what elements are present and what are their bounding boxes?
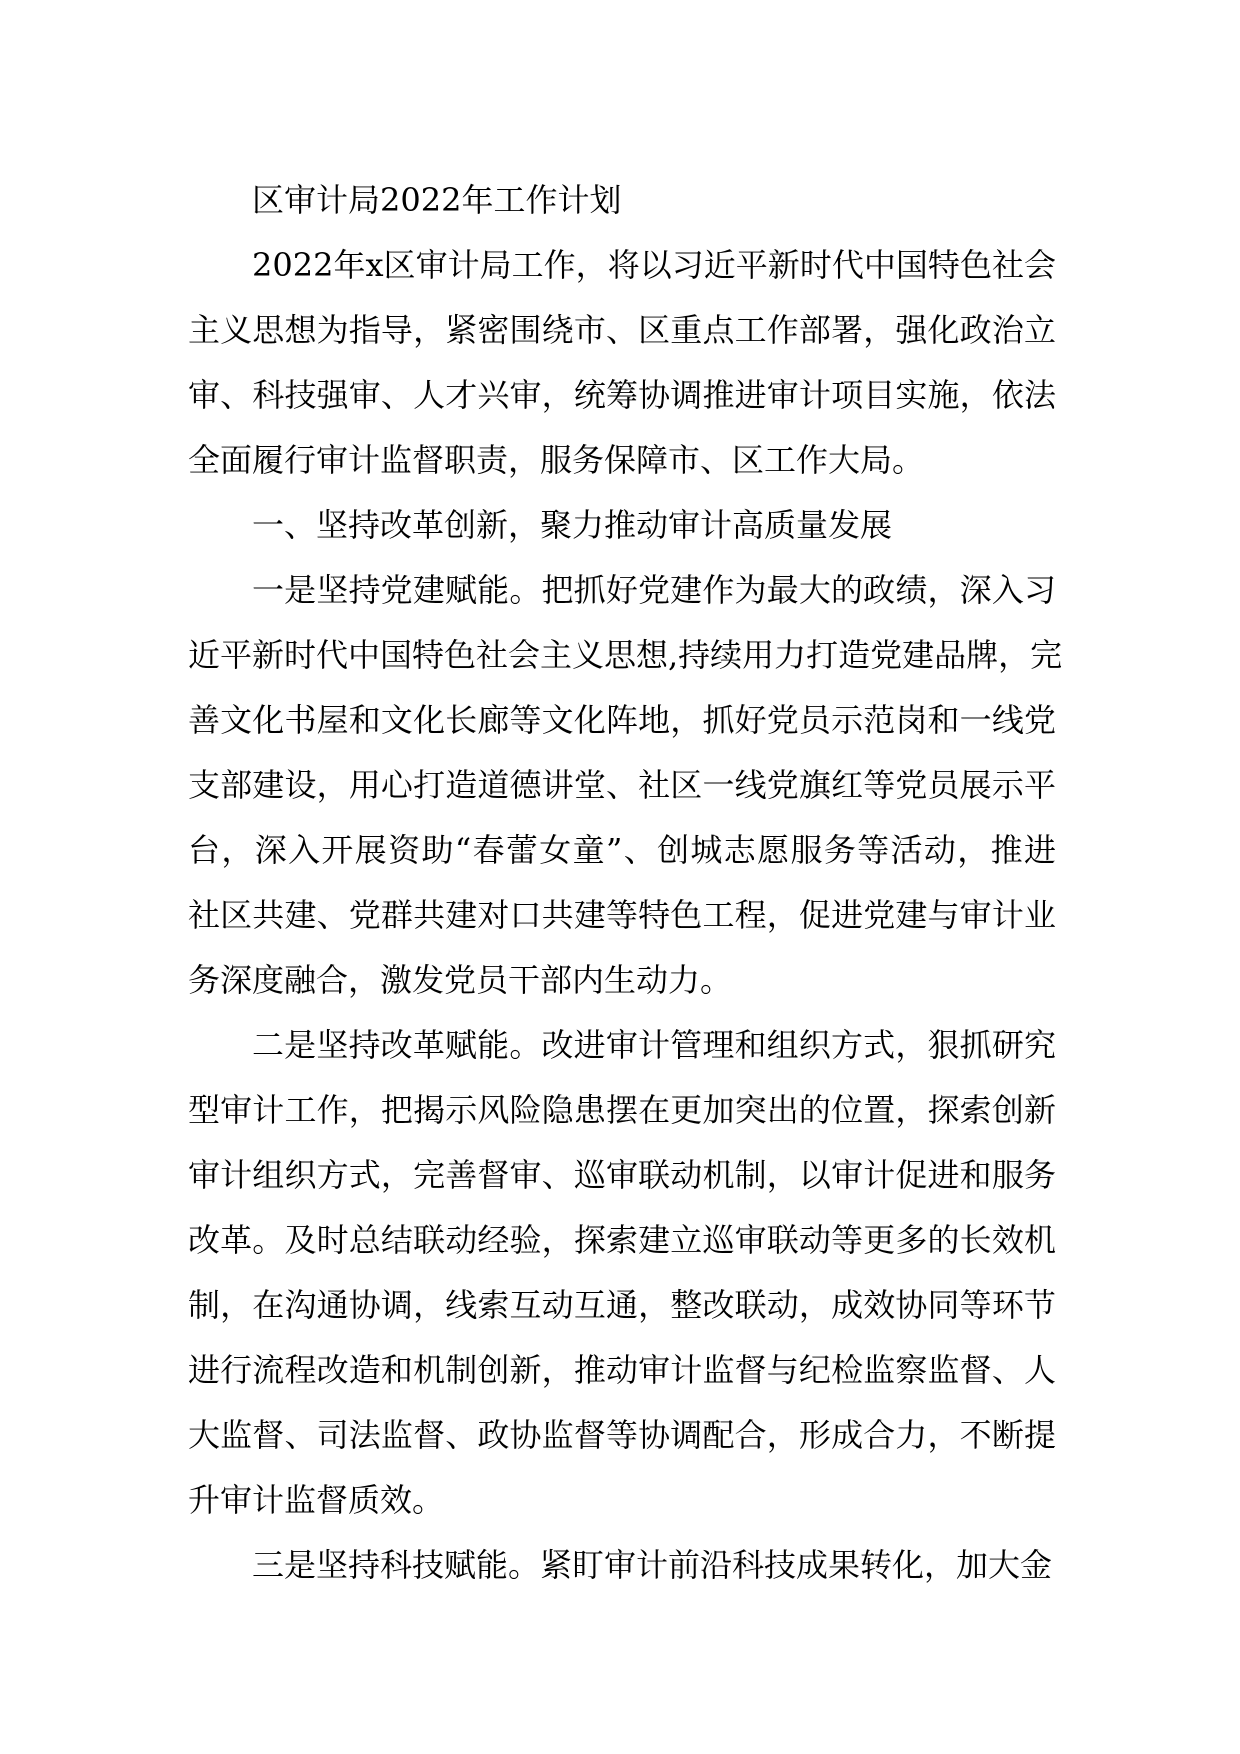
paragraph-technology <box>188 1533 1056 1598</box>
text-line: 善文化书屋和文化长廊等文化阵地，抓好党员示范岗和一线党 <box>188 701 1056 739</box>
document-page <box>188 168 1063 1598</box>
text-line: 审计组织方式，完善督审、巡审联动机制，以审计促进和服务 <box>188 1156 1056 1194</box>
intro-paragraph <box>188 233 1056 493</box>
document-title: 区审计局2022年工作计划 <box>252 181 622 219</box>
text-line: 审、科技强审、人才兴审，统筹协调推进审计项目实施，依法 <box>188 376 1056 414</box>
section-heading-1 <box>188 493 1056 558</box>
text-line: 一、坚持改革创新，聚力推动审计高质量发展 <box>252 506 893 544</box>
text-line: 改革。及时总结联动经验，探索建立巡审联动等更多的长效机 <box>188 1221 1056 1259</box>
text-line: 大监督、司法监督、政协监督等协调配合，形成合力，不断提 <box>188 1416 1056 1454</box>
text-line: 主义思想为指导，紧密围绕市、区重点工作部署，强化政治立 <box>188 311 1056 349</box>
text-line: 务深度融合，激发党员干部内生动力。 <box>188 961 733 999</box>
text-line: 型审计工作，把揭示风险隐患摆在更加突出的位置，探索创新 <box>188 1091 1056 1129</box>
text-line: 近平新时代中国特色社会主义思想,持续用力打造党建品牌，完 <box>188 636 1063 674</box>
text-line: 制，在沟通协调，线索互动互通，整改联动，成效协同等环节 <box>188 1286 1056 1324</box>
text-line: 2022年x区审计局工作，将以习近平新时代中国特色社会 <box>252 246 1056 284</box>
text-line: 一是坚持党建赋能。把抓好党建作为最大的政绩，深入习 <box>252 571 1056 609</box>
document-body <box>188 233 1063 1598</box>
paragraph-party-building <box>188 558 1063 1013</box>
text-line: 社区共建、党群共建对口共建等特色工程，促进党建与审计业 <box>188 896 1056 934</box>
text-line: 升审计监督质效。 <box>188 1481 445 1519</box>
text-line: 进行流程改造和机制创新，推动审计监督与纪检监察监督、人 <box>188 1351 1056 1389</box>
text-line: 支部建设，用心打造道德讲堂、社区一线党旗红等党员展示平 <box>188 766 1056 804</box>
text-line: 全面履行审计监督职责，服务保障市、区工作大局。 <box>188 441 925 479</box>
text-line: 台，深入开展资助“春蕾女童”、创城志愿服务等活动，推进 <box>188 831 1056 869</box>
text-line: 二是坚持改革赋能。改进审计管理和组织方式，狠抓研究 <box>252 1026 1056 1064</box>
paragraph-reform <box>188 1013 1056 1533</box>
text-line: 三是坚持科技赋能。紧盯审计前沿科技成果转化，加大金 <box>252 1546 1053 1584</box>
